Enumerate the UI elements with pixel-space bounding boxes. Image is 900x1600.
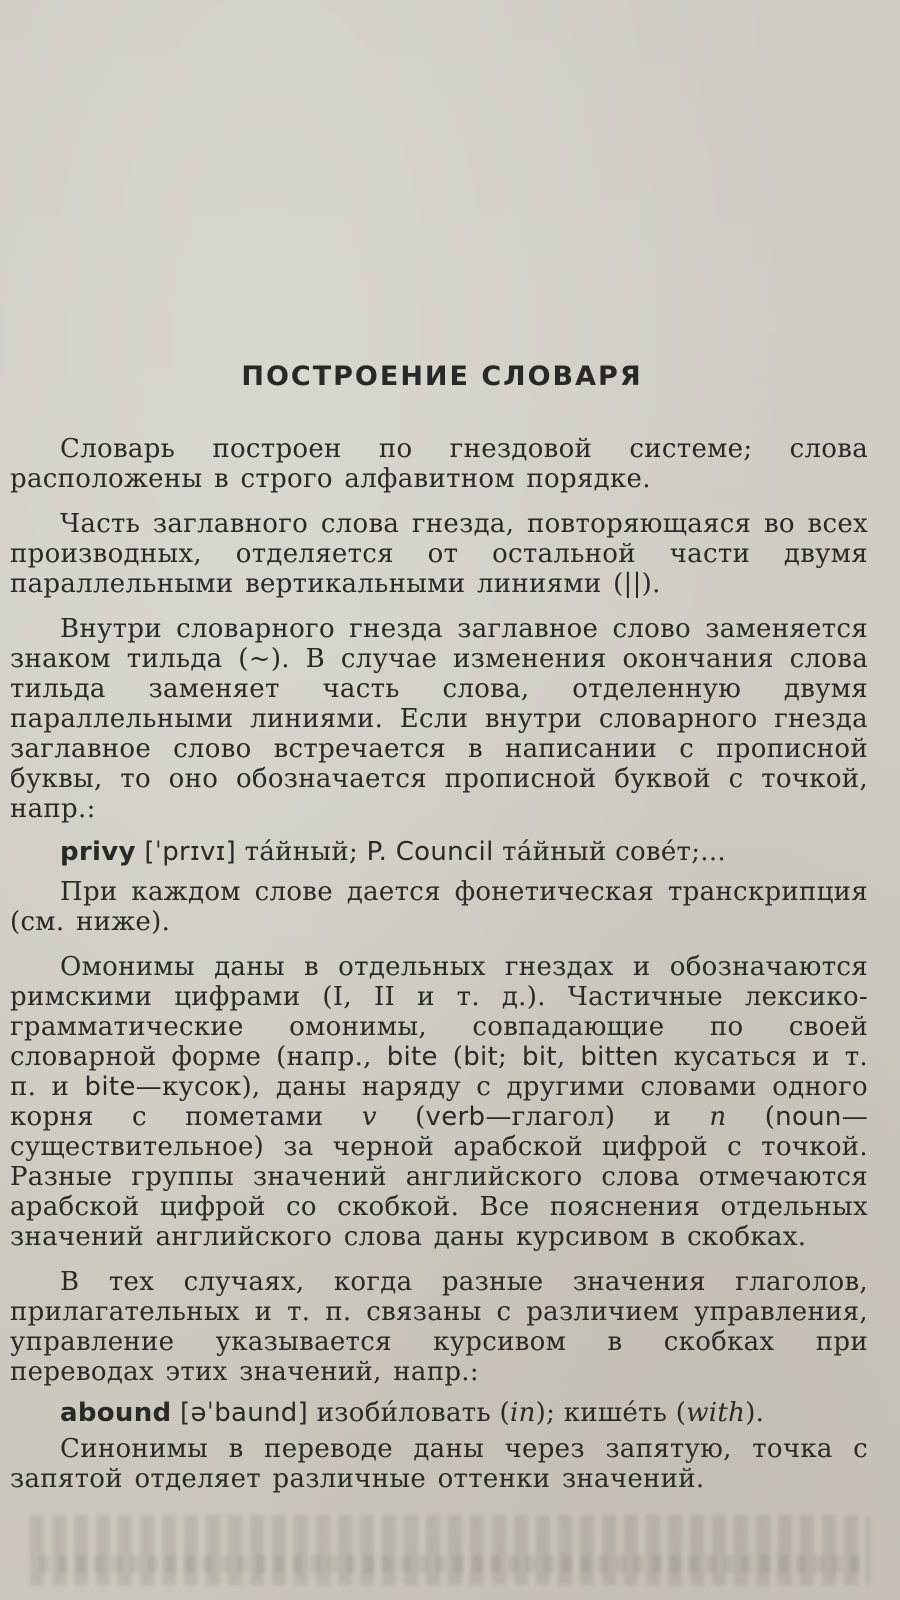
label-verb-mark: v bbox=[361, 1102, 377, 1132]
example-translation: та́йный; bbox=[244, 837, 359, 867]
paragraph-tilde: Внутри словарного гнезда заглавное слово заменяется знаком тильда (~). В случае изменения окончания слова тильда заменяет часть слова, отделенную двумя параллельными линиями. Если внутри словарного гнезда заглавное слово встречается в написании с прописной буквы, то оно обозначается прописной буквой с точкой, напр.: bbox=[10, 614, 868, 824]
paragraph-homonyms: Омонимы даны в отдельных гнездах и обозначаются римскими цифрами (I, II и т. д.). Частичные лексико-грамматические омонимы, совпадающие по своей словарной форме (напр., bite (bit; bit, bitten кусаться и т. п. и bite—кусок), даны наряду с другими словами одного корня с пометами v (verb—глагол) и n (noun—существительное) за черной арабской цифрой с точкой. Разные группы значений английского слова отмечаются арабской цифрой со скобкой. Все пояснения отдельных значений английского слова даны курсивом в скобках. bbox=[10, 952, 869, 1252]
english-word: bit bbox=[522, 1042, 557, 1072]
paragraph-transcription: При каждом слове дается фонетическая транскрипция (см. ниже). bbox=[10, 877, 868, 937]
paragraph-synonyms: Синонимы в переводе даны через запятую, точка с запятой отделяет различные оттенки значений. bbox=[10, 1434, 868, 1494]
example-phrase: P. Council bbox=[366, 837, 494, 867]
example-transcription: [əˈbaund] bbox=[180, 1398, 309, 1428]
english-word: verb bbox=[425, 1102, 486, 1132]
paragraph-government: В тех случаях, когда разные значения глаголов, прилагательных и т. п. связаны с различием управления, управление указывается курсивом в скобках при переводах этих значений, напр.: bbox=[10, 1267, 868, 1387]
english-word: bite bbox=[386, 1042, 438, 1072]
example-headword: privy bbox=[60, 837, 136, 867]
example-privy bbox=[10, 837, 868, 867]
show-through-text bbox=[40, 1555, 860, 1573]
example-abound: abound [əˈbaund] изоби́ловать (in); кише́ть (with). bbox=[60, 1398, 765, 1428]
example-headword: abound bbox=[60, 1398, 172, 1428]
example-translation: та́йный сове́т;... bbox=[502, 837, 726, 867]
example-transcription: [ˈprɪvɪ] bbox=[144, 837, 237, 867]
paragraph-vertical-lines: Часть заглавного слова гнезда, повторяющаяся во всех производных, отделяется от остальной части двумя параллельными вертикальными линиями (||). bbox=[10, 509, 868, 599]
example-government: in bbox=[509, 1398, 536, 1428]
example-translation: изоби́ловать bbox=[316, 1398, 491, 1428]
english-word: bitten bbox=[580, 1042, 659, 1072]
page-title: ПОСТРОЕНИЕ СЛОВАРЯ bbox=[241, 361, 643, 392]
english-word: noun bbox=[775, 1102, 842, 1132]
english-word: bite bbox=[84, 1072, 136, 1102]
english-word: bit bbox=[463, 1042, 499, 1072]
example-government: with bbox=[686, 1398, 746, 1428]
example-translation: кише́ть bbox=[563, 1398, 668, 1428]
paragraph-nest-system: Словарь построен по гнездовой системе; слова расположены в строго алфавитном порядке. bbox=[10, 434, 868, 494]
show-through-text bbox=[30, 1515, 870, 1585]
label-noun-mark: n bbox=[709, 1102, 727, 1132]
page-text bbox=[10, 362, 868, 1509]
